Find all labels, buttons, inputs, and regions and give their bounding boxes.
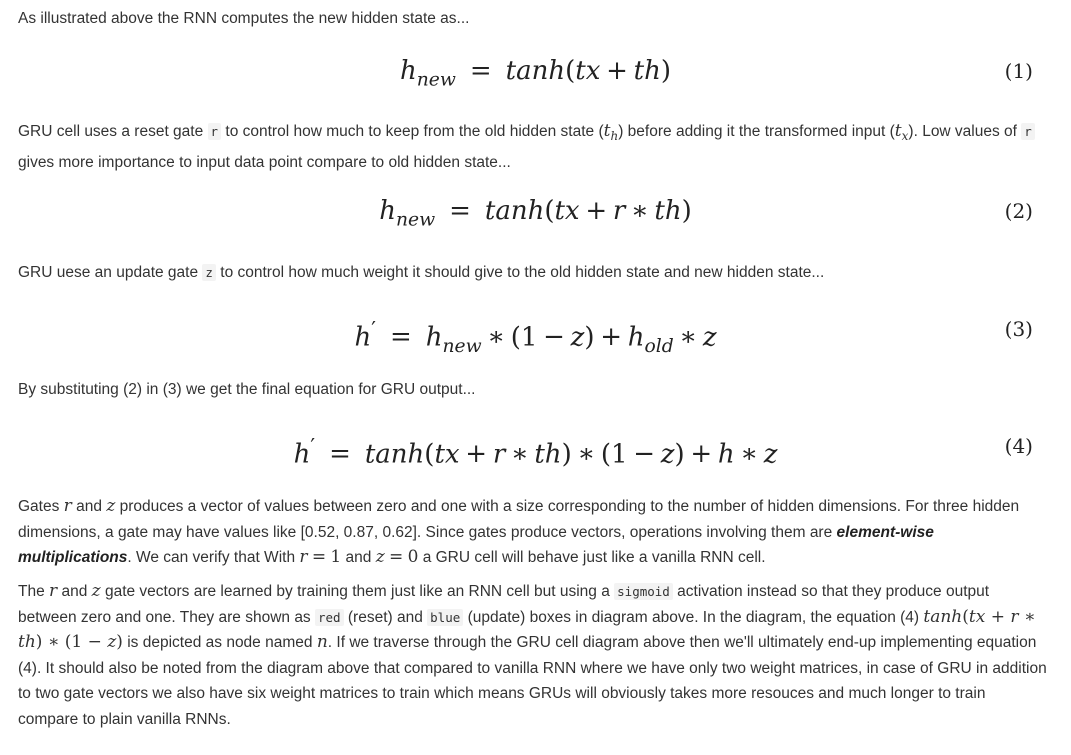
- eq3-h2-sub: old: [644, 335, 674, 357]
- eq1-equals: =: [469, 56, 492, 86]
- eq2-star: ∗: [631, 196, 649, 226]
- eq2-r: r: [612, 196, 626, 226]
- eq4-close2: ): [674, 439, 685, 470]
- eq2-lhs-sub: new: [395, 209, 436, 231]
- final-p4: activation instead so that they produce output between zero and one. They are shown as: [18, 583, 990, 626]
- update-gate-paragraph: [18, 260, 1048, 286]
- gates-p4: . We can verify that With: [127, 549, 296, 566]
- code-red: red: [315, 609, 344, 626]
- final-p5: (reset) and: [347, 608, 423, 626]
- eq1-plus: +: [606, 56, 628, 86]
- code-r-2: r: [1021, 123, 1035, 140]
- ie-z: z: [107, 632, 117, 652]
- eq3-equals: =: [389, 322, 412, 353]
- ie-r: r: [1010, 606, 1019, 627]
- eq4-r: r: [492, 439, 506, 470]
- eq4-lhs: h: [293, 439, 311, 470]
- eq3-close: ): [584, 322, 595, 353]
- gates-one: 1: [330, 547, 342, 567]
- eq2-fn: tanh: [484, 196, 545, 226]
- eq3-minus: −: [543, 322, 565, 353]
- eq2-plus: +: [585, 196, 608, 226]
- final-p1: The: [18, 583, 45, 600]
- ie-open: (: [962, 606, 969, 627]
- final-p3: gate vectors are learned by training them just like an RNN cell but using a: [104, 583, 610, 600]
- final-paragraph: [18, 579, 1048, 732]
- substitution-paragraph: [18, 377, 1048, 403]
- reset-p2: to control how much to keep from the old hidden state (: [225, 123, 604, 140]
- eq2-close: ): [681, 196, 692, 226]
- gates-p5: and: [345, 549, 372, 566]
- eq4-minus: −: [633, 439, 656, 470]
- reset-p3: ) before adding it the transformed input (: [618, 123, 895, 140]
- gates-r: r: [63, 496, 72, 516]
- ie-star2: ∗: [47, 632, 60, 652]
- equation-3-body: [0, 309, 1071, 367]
- eq3-star1: ∗: [487, 322, 505, 353]
- eq4-star1: ∗: [510, 439, 529, 470]
- gates-eq-a: =: [311, 547, 327, 567]
- eq3-plus: +: [600, 322, 623, 353]
- final-p8: . If we traverse through the GRU cell diagram above then we'll ultimately end-up implementing equation (4). It should also be noted from the diagram above that compared to vanilla RNN where we have only two weight matrices, in case of GRU in addition to two gate vectors we also have six weight matrices to train which means GRUs will obviously takes more resouces and much longer to train compare to plain vanilla RNNs.: [18, 634, 1047, 728]
- eq4-z1: z: [660, 439, 675, 470]
- eq4-b: th: [534, 439, 562, 470]
- ie-minus: −: [87, 632, 102, 652]
- ie-star: ∗: [1023, 606, 1036, 627]
- eq4-z2: z: [763, 439, 778, 470]
- gates-p2: and: [76, 498, 102, 515]
- eq1-a: tx: [575, 56, 601, 86]
- final-p2: and: [61, 583, 88, 600]
- eq3-open: (1: [510, 322, 538, 353]
- element-wise-emphasis: element-wise multiplications: [18, 523, 934, 566]
- eq1-lhs-sub: new: [416, 69, 456, 91]
- gates-p3: produces a vector of values between zero and one with a size corresponding to the number of hidden dimensions. For three hidden dimensions, a gate may have values like [0.52, 0.87, 0.62]. Since gates produce vectors, operations involving them are: [18, 498, 1020, 541]
- eq3-h2: h: [627, 322, 645, 353]
- equation-3-number: (3): [1004, 317, 1033, 341]
- gates-p1: Gates: [18, 498, 60, 515]
- code-r: r: [208, 123, 222, 140]
- equation-3: [0, 309, 1071, 357]
- eq4-fn: tanh: [364, 439, 425, 470]
- equation-2-number: (2): [1004, 199, 1033, 223]
- subst-text: By substituting (2) in (3) we get the final equation for GRU output...: [18, 381, 476, 398]
- eq1-lhs: h: [400, 56, 417, 86]
- ie-plus: +: [990, 606, 1005, 627]
- eq2-b: th: [654, 196, 682, 226]
- reset-p4: ). Low values of: [908, 123, 1017, 140]
- gates-z2: z: [375, 547, 385, 567]
- eq4-star3: ∗: [740, 439, 758, 470]
- equation-1-body: [0, 51, 1071, 101]
- eq1-b: th: [633, 56, 661, 86]
- intro-paragraph: [18, 6, 1048, 32]
- eq4-close: ): [561, 439, 572, 470]
- eq4-a: tx: [434, 439, 460, 470]
- th-sub: h: [610, 129, 619, 144]
- update-p2: to control how much weight it should give to the old hidden state and new hidden state...: [220, 264, 825, 281]
- ie-open2: (1: [64, 632, 83, 652]
- eq1-fn: tanh: [505, 56, 566, 86]
- update-p1: GRU uese an update gate: [18, 264, 199, 281]
- eq4-plus1: +: [465, 439, 488, 470]
- ie-close2: ): [116, 632, 123, 652]
- code-sigmoid: sigmoid: [614, 583, 673, 600]
- code-blue: blue: [427, 609, 463, 626]
- th-t: t: [603, 121, 611, 141]
- equation-4: [0, 426, 1071, 470]
- gates-eq-b: =: [389, 547, 404, 567]
- code-z: z: [202, 264, 216, 281]
- ie-b: th: [18, 632, 36, 652]
- ie-close: ): [35, 632, 43, 652]
- eq2-lhs: h: [379, 196, 396, 226]
- equation-2-body: [0, 191, 1071, 241]
- final-z: z: [91, 581, 101, 601]
- reset-p5: gives more importance to input data point compare to old hidden state...: [18, 153, 511, 171]
- eq1-close: ): [660, 56, 671, 86]
- equation-4-body: [0, 426, 1071, 474]
- gates-z: z: [106, 496, 116, 516]
- eq2-open: (: [544, 196, 555, 226]
- eq4-open: (: [424, 439, 435, 470]
- reset-gate-paragraph: [18, 119, 1048, 175]
- eq3-z2: z: [702, 322, 717, 353]
- gates-p6: a GRU cell will behave just like a vanilla RNN cell.: [422, 549, 766, 566]
- eq2-equals: =: [449, 196, 471, 226]
- tx-t: t: [894, 121, 902, 141]
- eq3-h1: h: [425, 322, 443, 353]
- equation-2: [0, 191, 1071, 231]
- eq3-lhs: h: [354, 322, 372, 353]
- final-p6: (update) boxes in diagram above. In the diagram, the equation (4): [467, 608, 920, 626]
- eq2-a: tx: [554, 196, 580, 226]
- eq1-open: (: [565, 56, 576, 86]
- final-n: n: [316, 632, 328, 652]
- reset-p1: GRU cell uses a reset gate: [18, 123, 204, 140]
- final-r: r: [49, 581, 58, 601]
- eq4-prime: ′: [310, 434, 316, 458]
- final-p7: is depicted as node named: [127, 634, 313, 651]
- tx-sub: x: [901, 129, 909, 144]
- gates-r2: r: [299, 547, 308, 567]
- eq4-plus2: +: [690, 439, 713, 470]
- eq3-star2: ∗: [679, 322, 698, 353]
- eq4-equals: =: [329, 439, 351, 470]
- eq3-z1: z: [570, 322, 585, 353]
- eq4-h: h: [717, 439, 735, 470]
- ie-fn: tanh: [923, 606, 963, 627]
- ie-a: tx: [968, 606, 986, 627]
- equation-1: [0, 51, 1071, 91]
- intro-text: As illustrated above the RNN computes the new hidden state as...: [18, 10, 470, 27]
- eq3-h1-sub: new: [442, 335, 482, 357]
- gates-paragraph: [18, 494, 1048, 571]
- gates-zero: 0: [407, 547, 419, 567]
- eq3-prime: ′: [371, 317, 376, 341]
- eq4-star2: ∗: [577, 439, 596, 470]
- equation-4-number: (4): [1004, 434, 1033, 458]
- equation-1-number: (1): [1004, 59, 1033, 83]
- eq4-open2: (1: [600, 439, 628, 470]
